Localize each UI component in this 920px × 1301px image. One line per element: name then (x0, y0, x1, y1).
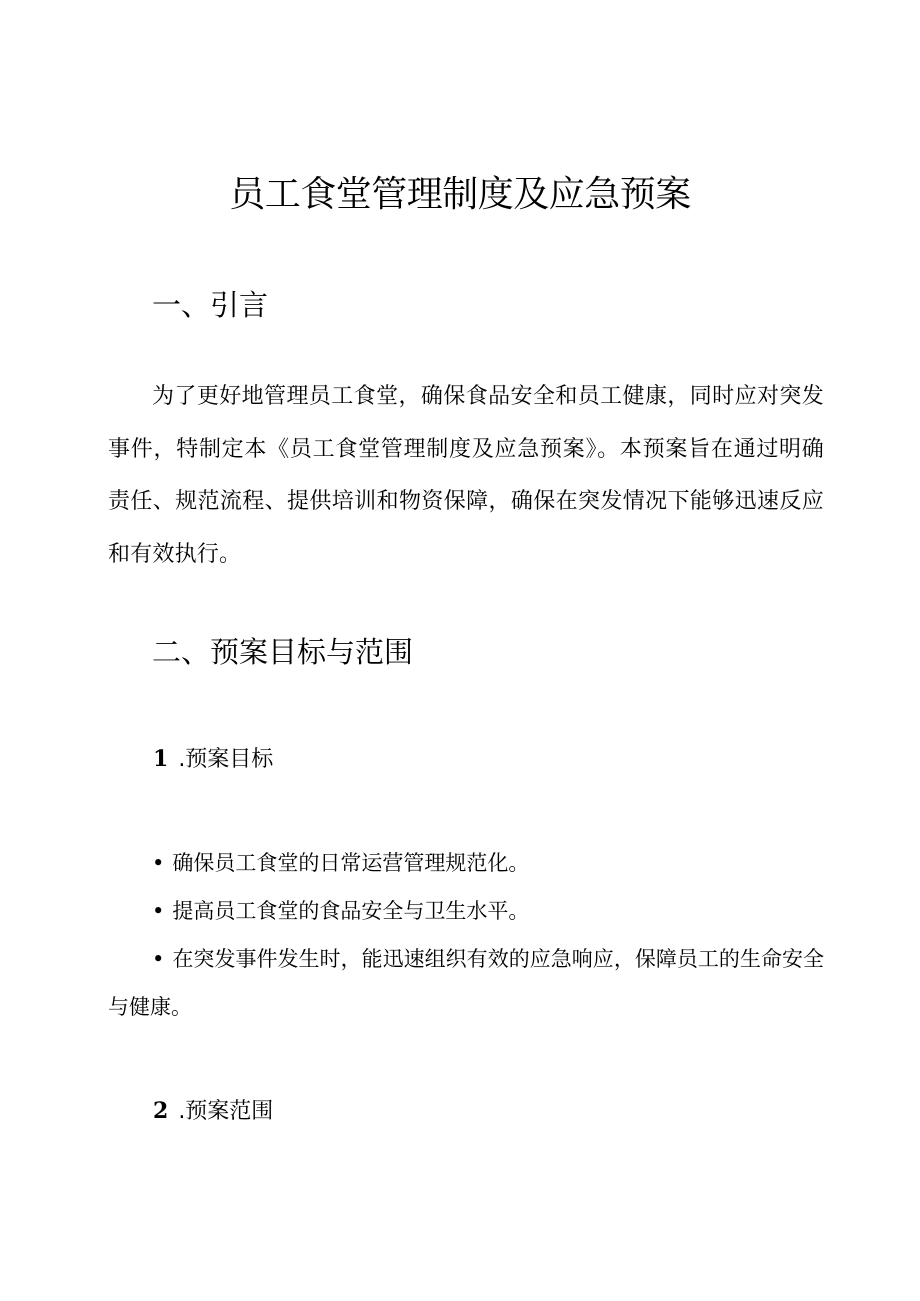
list-item-text: 在突发事件发生时，能迅速组织有效的应急响应，保障员工的生命安全与健康。 (108, 947, 824, 1019)
list-item (108, 887, 824, 935)
list-item-text: 确保员工食堂的日常运营管理规范化。 (172, 851, 530, 875)
subsection-label: .预案目标 (178, 747, 274, 772)
list-item-text: 提高员工食堂的食品安全与卫生水平。 (172, 899, 530, 923)
list-item (108, 839, 824, 887)
section-heading-goals-scope: 二、预案目标与范围 (152, 635, 414, 669)
bullet-icon: • (152, 899, 165, 923)
intro-paragraph: 为了更好地管理员工食堂，确保食品安全和员工健康，同时应对突发事件，特制定本《员工食堂管理制度及应急预案》。本预案旨在通过明确责任、规范流程、提供培训和物资保障，确保在突发情况下能够迅速反应和有效执行。 (108, 384, 824, 567)
list-item (108, 935, 824, 1031)
subsection-number: 2 (153, 1098, 169, 1124)
subsection-number: 1 (153, 746, 169, 772)
subsection-heading-scope (153, 1096, 273, 1127)
subsection-label: .预案范围 (178, 1099, 274, 1124)
subsection-heading-goals (153, 744, 273, 775)
document-title: 员工食堂管理制度及应急预案 (229, 174, 691, 215)
section-heading-intro: 一、引言 (152, 288, 269, 322)
bullet-icon: • (152, 947, 165, 971)
bullet-icon: • (152, 851, 165, 875)
